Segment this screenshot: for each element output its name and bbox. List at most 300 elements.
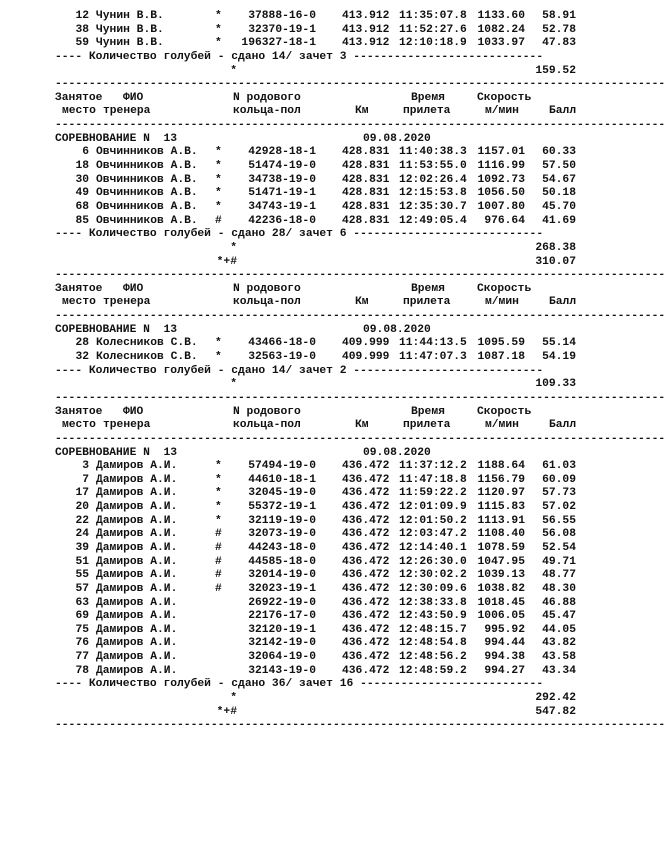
header-ring: N родового bbox=[233, 91, 301, 104]
header-ring: N родового bbox=[233, 282, 301, 295]
total-value: 310.07 bbox=[535, 255, 576, 268]
row-km: 428.831 bbox=[342, 200, 390, 213]
competition-title: СОРЕВНОВАНИЕ N 13 bbox=[55, 446, 178, 459]
row-mark: * bbox=[215, 160, 222, 173]
row-time: 12:48:54.8 bbox=[399, 637, 467, 650]
row-km: 436.472 bbox=[342, 528, 390, 541]
row-name: Дамиров А.И. bbox=[96, 569, 178, 582]
row-speed: 1078.59 bbox=[477, 541, 525, 554]
row-score: 48.30 bbox=[542, 582, 576, 595]
header-ring-2: кольца-пол bbox=[233, 419, 301, 432]
result-row bbox=[55, 37, 585, 51]
row-place: 32 bbox=[75, 351, 89, 364]
header-time: Время bbox=[411, 405, 445, 418]
result-row bbox=[55, 501, 585, 515]
row-score: 56.55 bbox=[542, 514, 576, 527]
header-fio-2: тренера bbox=[103, 296, 151, 309]
row-score: 55.14 bbox=[542, 337, 576, 350]
row-km: 436.472 bbox=[342, 651, 390, 664]
row-place: 49 bbox=[75, 187, 89, 200]
row-mark: * bbox=[215, 473, 222, 486]
row-name: Овчинников А.В. bbox=[96, 173, 198, 186]
row-mark: * bbox=[215, 501, 222, 514]
separator-line bbox=[55, 391, 665, 406]
row-km: 428.831 bbox=[342, 146, 390, 159]
header-ring-2: кольца-пол bbox=[233, 296, 301, 309]
row-mark: * bbox=[215, 351, 222, 364]
row-km: 436.472 bbox=[342, 555, 390, 568]
row-name: Дамиров А.И. bbox=[96, 460, 178, 473]
row-score: 57.02 bbox=[542, 501, 576, 514]
summary-row bbox=[55, 365, 585, 379]
row-km: 409.999 bbox=[342, 337, 390, 350]
row-speed: 1038.82 bbox=[477, 582, 525, 595]
row-km: 436.472 bbox=[342, 623, 390, 636]
row-time: 11:53:55.0 bbox=[399, 160, 467, 173]
column-header-row-1 bbox=[55, 406, 585, 420]
row-name: Дамиров А.И. bbox=[96, 487, 178, 500]
row-name: Дамиров А.И. bbox=[96, 555, 178, 568]
separator-line bbox=[55, 78, 665, 92]
competition-row bbox=[55, 133, 585, 147]
row-time: 11:44:13.5 bbox=[399, 337, 467, 350]
row-name: Дамиров А.И. bbox=[96, 596, 178, 609]
row-km: 413.912 bbox=[342, 10, 390, 22]
total-row bbox=[55, 378, 585, 392]
row-speed: 1056.50 bbox=[477, 187, 525, 200]
row-time: 12:26:30.0 bbox=[399, 555, 467, 568]
row-speed: 994.38 bbox=[484, 651, 525, 664]
row-name: Дамиров А.И. bbox=[96, 541, 178, 554]
row-speed: 1113.91 bbox=[477, 514, 525, 527]
row-place: 3 bbox=[82, 460, 89, 473]
header-ring-2: кольца-пол bbox=[233, 105, 301, 118]
row-speed: 1133.60 bbox=[477, 10, 525, 22]
row-name: Дамиров А.И. bbox=[96, 651, 178, 664]
total-mark: * bbox=[230, 64, 237, 77]
header-speed: Скорость bbox=[477, 405, 532, 418]
header-place-2: место bbox=[62, 105, 96, 118]
total-row bbox=[55, 692, 585, 706]
row-km: 428.831 bbox=[342, 214, 390, 227]
row-speed: 1039.13 bbox=[477, 569, 525, 582]
header-km: Км bbox=[355, 296, 369, 309]
dash-rule: ------------------------------------------------------------------------------------------ bbox=[55, 310, 665, 323]
header-km: Км bbox=[355, 105, 369, 118]
row-time: 12:48:59.2 bbox=[399, 664, 467, 677]
row-name: Овчинников А.В. bbox=[96, 187, 198, 200]
row-score: 52.54 bbox=[542, 541, 576, 554]
row-km: 436.472 bbox=[342, 569, 390, 582]
total-value: 109.33 bbox=[535, 378, 576, 391]
header-time-2: прилета bbox=[403, 105, 451, 118]
row-time: 11:40:38.3 bbox=[399, 146, 467, 159]
result-row bbox=[55, 610, 585, 624]
row-time: 11:47:18.8 bbox=[399, 473, 467, 486]
row-speed: 995.92 bbox=[484, 623, 525, 636]
row-km: 413.912 bbox=[342, 23, 390, 36]
result-row bbox=[55, 569, 585, 583]
row-km: 436.472 bbox=[342, 514, 390, 527]
row-time: 12:49:05.4 bbox=[399, 214, 467, 227]
row-place: 75 bbox=[75, 623, 89, 636]
row-speed: 1092.73 bbox=[477, 173, 525, 186]
header-score: Балл bbox=[549, 105, 577, 118]
row-ring: 43466-18-0 bbox=[248, 337, 316, 350]
row-km: 428.831 bbox=[342, 173, 390, 186]
row-speed: 1033.97 bbox=[477, 37, 525, 50]
row-km: 436.472 bbox=[342, 460, 390, 473]
row-name: Дамиров А.И. bbox=[96, 582, 178, 595]
row-place: 7 bbox=[82, 473, 89, 486]
row-ring: 44585-18-0 bbox=[248, 555, 316, 568]
row-time: 11:59:22.2 bbox=[399, 487, 467, 500]
row-time: 12:35:30.7 bbox=[399, 200, 467, 213]
row-time: 12:48:56.2 bbox=[399, 651, 467, 664]
row-time: 12:38:33.8 bbox=[399, 596, 467, 609]
separator-line bbox=[55, 432, 665, 447]
column-header-row-2 bbox=[55, 419, 585, 433]
total-mark: *+# bbox=[216, 705, 237, 718]
row-score: 46.88 bbox=[542, 596, 576, 609]
total-value: 159.52 bbox=[535, 64, 576, 77]
result-row bbox=[55, 515, 585, 529]
row-mark: * bbox=[215, 337, 222, 350]
row-name: Дамиров А.И. bbox=[96, 473, 178, 486]
row-time: 12:48:15.7 bbox=[399, 623, 467, 636]
row-ring: 32143-19-0 bbox=[248, 664, 316, 677]
header-score: Балл bbox=[549, 419, 577, 432]
result-row bbox=[55, 215, 585, 229]
header-place: Занятое bbox=[55, 91, 103, 104]
row-place: 85 bbox=[75, 214, 89, 227]
dash-rule: ------------------------------------------------------------------------------------------ bbox=[55, 432, 665, 445]
row-mark: # bbox=[215, 541, 222, 554]
row-score: 57.50 bbox=[542, 160, 576, 173]
row-score: 54.19 bbox=[542, 351, 576, 364]
row-km: 409.999 bbox=[342, 351, 390, 364]
row-speed: 1087.18 bbox=[477, 351, 525, 364]
row-ring: 34743-19-1 bbox=[248, 200, 316, 213]
row-name: Дамиров А.И. bbox=[96, 514, 178, 527]
row-place: 6 bbox=[82, 146, 89, 159]
result-row bbox=[55, 187, 585, 201]
total-mark: * bbox=[230, 378, 237, 391]
row-place: 55 bbox=[75, 569, 89, 582]
row-time: 12:14:40.1 bbox=[399, 541, 467, 554]
header-speed: Скорость bbox=[477, 91, 532, 104]
row-score: 57.73 bbox=[542, 487, 576, 500]
row-place: 28 bbox=[75, 337, 89, 350]
row-place: 59 bbox=[75, 37, 89, 50]
row-place: 51 bbox=[75, 555, 89, 568]
total-value: 547.82 bbox=[535, 705, 576, 718]
row-mark: * bbox=[215, 460, 222, 473]
row-speed: 1006.05 bbox=[477, 610, 525, 623]
row-km: 413.912 bbox=[342, 37, 390, 50]
header-speed-2: м/мин bbox=[485, 419, 519, 432]
summary-text: ---- Количество голубей - сдано 28/ зачет 6 ---------------------------- bbox=[55, 228, 544, 241]
separator-line bbox=[55, 310, 665, 324]
row-score: 48.77 bbox=[542, 569, 576, 582]
total-mark: * bbox=[230, 692, 237, 705]
row-speed: 1047.95 bbox=[477, 555, 525, 568]
result-row bbox=[55, 487, 585, 501]
header-time: Время bbox=[411, 282, 445, 295]
row-time: 12:02:26.4 bbox=[399, 173, 467, 186]
column-header-row-1 bbox=[55, 283, 585, 297]
total-mark: * bbox=[230, 241, 237, 254]
row-name: Чунин В.В. bbox=[96, 37, 164, 50]
row-ring: 42236-18-0 bbox=[248, 214, 316, 227]
header-fio-2: тренера bbox=[103, 105, 151, 118]
row-speed: 1095.59 bbox=[477, 337, 525, 350]
row-mark: # bbox=[215, 582, 222, 595]
header-km: Км bbox=[355, 419, 369, 432]
row-speed: 1082.24 bbox=[477, 23, 525, 36]
row-name: Дамиров А.И. bbox=[96, 664, 178, 677]
row-score: 43.58 bbox=[542, 651, 576, 664]
row-mark: * bbox=[215, 37, 222, 50]
row-ring: 37888-16-0 bbox=[248, 10, 316, 22]
header-speed-2: м/мин bbox=[485, 296, 519, 309]
separator-line bbox=[55, 119, 665, 133]
summary-row bbox=[55, 228, 585, 242]
row-ring: 32119-19-0 bbox=[248, 514, 316, 527]
row-speed: 1108.40 bbox=[477, 528, 525, 541]
summary-text: ---- Количество голубей - сдано 14/ зачет 3 ---------------------------- bbox=[55, 50, 544, 63]
row-mark: # bbox=[215, 528, 222, 541]
column-header-row-2 bbox=[55, 105, 585, 119]
row-ring: 51474-19-0 bbox=[248, 160, 316, 173]
row-name: Дамиров А.И. bbox=[96, 623, 178, 636]
header-fio: ФИО bbox=[123, 282, 144, 295]
row-speed: 994.44 bbox=[484, 637, 525, 650]
total-row bbox=[55, 65, 585, 79]
row-score: 60.09 bbox=[542, 473, 576, 486]
row-ring: 32014-19-0 bbox=[248, 569, 316, 582]
competition-date: 09.08.2020 bbox=[363, 446, 431, 459]
row-place: 17 bbox=[75, 487, 89, 500]
header-time-2: прилета bbox=[403, 296, 451, 309]
row-km: 436.472 bbox=[342, 487, 390, 500]
header-place: Занятое bbox=[55, 405, 103, 418]
row-place: 24 bbox=[75, 528, 89, 541]
summary-row bbox=[55, 51, 585, 65]
row-time: 11:47:07.3 bbox=[399, 351, 467, 364]
header-place-2: место bbox=[62, 419, 96, 432]
row-place: 76 bbox=[75, 637, 89, 650]
result-row bbox=[55, 651, 585, 665]
row-ring: 44610-18-1 bbox=[248, 473, 316, 486]
row-ring: 51471-19-1 bbox=[248, 187, 316, 200]
row-time: 12:01:09.9 bbox=[399, 501, 467, 514]
competition-date: 09.08.2020 bbox=[363, 132, 431, 145]
header-speed: Скорость bbox=[477, 282, 532, 295]
row-km: 428.831 bbox=[342, 160, 390, 173]
result-row bbox=[55, 337, 585, 351]
row-score: 43.34 bbox=[542, 664, 576, 677]
result-row bbox=[55, 583, 585, 597]
row-km: 436.472 bbox=[342, 501, 390, 514]
row-score: 61.03 bbox=[542, 460, 576, 473]
result-row bbox=[55, 174, 585, 188]
result-row bbox=[55, 201, 585, 215]
row-name: Овчинников А.В. bbox=[96, 160, 198, 173]
header-time: Время bbox=[411, 91, 445, 104]
row-time: 12:30:09.6 bbox=[399, 582, 467, 595]
row-place: 30 bbox=[75, 173, 89, 186]
column-header-row-2 bbox=[55, 296, 585, 310]
row-time: 12:03:47.2 bbox=[399, 528, 467, 541]
row-time: 12:10:18.9 bbox=[399, 37, 467, 50]
total-value: 292.42 bbox=[535, 692, 576, 705]
row-place: 20 bbox=[75, 501, 89, 514]
row-place: 78 bbox=[75, 664, 89, 677]
header-fio: ФИО bbox=[123, 405, 144, 418]
row-ring: 32142-19-0 bbox=[248, 637, 316, 650]
row-mark: * bbox=[215, 514, 222, 527]
result-row bbox=[55, 474, 585, 488]
header-ring: N родового bbox=[233, 405, 301, 418]
row-mark: * bbox=[215, 146, 222, 159]
row-mark: # bbox=[215, 214, 222, 227]
result-row bbox=[55, 10, 585, 24]
total-row bbox=[55, 242, 585, 256]
row-score: 52.78 bbox=[542, 23, 576, 36]
row-score: 54.67 bbox=[542, 173, 576, 186]
result-row bbox=[55, 528, 585, 542]
row-km: 436.472 bbox=[342, 610, 390, 623]
result-row bbox=[55, 24, 585, 38]
result-row bbox=[55, 556, 585, 570]
row-name: Колесников С.В. bbox=[96, 351, 198, 364]
competition-row bbox=[55, 447, 585, 461]
header-place: Занятое bbox=[55, 282, 103, 295]
row-place: 22 bbox=[75, 514, 89, 527]
competition-title: СОРЕВНОВАНИЕ N 13 bbox=[55, 323, 178, 336]
row-time: 12:30:02.2 bbox=[399, 569, 467, 582]
row-place: 69 bbox=[75, 610, 89, 623]
total-row bbox=[55, 706, 585, 720]
results-document bbox=[55, 10, 665, 733]
header-speed-2: м/мин bbox=[485, 105, 519, 118]
row-ring: 42928-18-1 bbox=[248, 146, 316, 159]
row-ring: 55372-19-1 bbox=[248, 501, 316, 514]
total-row bbox=[55, 256, 585, 270]
dash-rule: ------------------------------------------------------------------------------------------ bbox=[55, 391, 665, 404]
row-ring: 32023-19-1 bbox=[248, 582, 316, 595]
row-score: 56.08 bbox=[542, 528, 576, 541]
separator-line bbox=[55, 269, 665, 283]
row-name: Овчинников А.В. bbox=[96, 200, 198, 213]
row-score: 44.05 bbox=[542, 623, 576, 636]
row-speed: 1018.45 bbox=[477, 596, 525, 609]
row-score: 58.91 bbox=[542, 10, 576, 22]
row-time: 12:43:50.9 bbox=[399, 610, 467, 623]
row-name: Чунин В.В. bbox=[96, 10, 164, 22]
header-place-2: место bbox=[62, 296, 96, 309]
row-name: Дамиров А.И. bbox=[96, 501, 178, 514]
summary-row bbox=[55, 678, 585, 692]
row-score: 45.47 bbox=[542, 610, 576, 623]
row-speed: 994.27 bbox=[484, 664, 525, 677]
dash-rule: ------------------------------------------------------------------------------------------ bbox=[55, 78, 665, 91]
row-time: 12:15:53.8 bbox=[399, 187, 467, 200]
row-name: Дамиров А.И. bbox=[96, 610, 178, 623]
row-ring: 44243-18-0 bbox=[248, 541, 316, 554]
row-place: 39 bbox=[75, 541, 89, 554]
header-time-2: прилета bbox=[403, 419, 451, 432]
row-place: 38 bbox=[75, 23, 89, 36]
result-row bbox=[55, 460, 585, 474]
row-place: 12 bbox=[75, 10, 89, 22]
row-name: Дамиров А.И. bbox=[96, 528, 178, 541]
row-name: Чунин В.В. bbox=[96, 23, 164, 36]
result-row bbox=[55, 665, 585, 679]
row-score: 60.33 bbox=[542, 146, 576, 159]
row-score: 43.82 bbox=[542, 637, 576, 650]
result-row bbox=[55, 597, 585, 611]
row-ring: 196327-18-1 bbox=[241, 37, 316, 50]
row-speed: 976.64 bbox=[484, 214, 525, 227]
row-km: 436.472 bbox=[342, 541, 390, 554]
row-ring: 26922-19-0 bbox=[248, 596, 316, 609]
row-mark: * bbox=[215, 200, 222, 213]
row-ring: 32563-19-0 bbox=[248, 351, 316, 364]
row-place: 57 bbox=[75, 582, 89, 595]
row-ring: 32370-19-1 bbox=[248, 23, 316, 36]
result-row bbox=[55, 146, 585, 160]
row-mark: * bbox=[215, 23, 222, 36]
row-speed: 1188.64 bbox=[477, 460, 525, 473]
row-name: Колесников С.В. bbox=[96, 337, 198, 350]
row-speed: 1115.83 bbox=[477, 501, 525, 514]
row-speed: 1120.97 bbox=[477, 487, 525, 500]
row-speed: 1007.80 bbox=[477, 200, 525, 213]
row-speed: 1156.79 bbox=[477, 473, 525, 486]
result-row bbox=[55, 542, 585, 556]
row-time: 11:37:12.2 bbox=[399, 460, 467, 473]
row-km: 436.472 bbox=[342, 664, 390, 677]
row-score: 45.70 bbox=[542, 200, 576, 213]
row-mark: # bbox=[215, 555, 222, 568]
row-place: 18 bbox=[75, 160, 89, 173]
result-row bbox=[55, 160, 585, 174]
dash-rule: ------------------------------------------------------------------------------------------ bbox=[55, 119, 665, 132]
row-ring: 32073-19-0 bbox=[248, 528, 316, 541]
total-value: 268.38 bbox=[535, 241, 576, 254]
row-mark: # bbox=[215, 569, 222, 582]
row-km: 436.472 bbox=[342, 596, 390, 609]
row-time: 11:52:27.6 bbox=[399, 23, 467, 36]
row-place: 77 bbox=[75, 651, 89, 664]
result-row bbox=[55, 351, 585, 365]
row-mark: * bbox=[215, 173, 222, 186]
row-ring: 32064-19-0 bbox=[248, 651, 316, 664]
result-row bbox=[55, 637, 585, 651]
row-speed: 1157.01 bbox=[477, 146, 525, 159]
header-score: Балл bbox=[549, 296, 577, 309]
competition-row bbox=[55, 324, 585, 338]
row-score: 47.83 bbox=[542, 37, 576, 50]
row-ring: 32045-19-0 bbox=[248, 487, 316, 500]
row-name: Дамиров А.И. bbox=[96, 637, 178, 650]
row-ring: 34738-19-0 bbox=[248, 173, 316, 186]
header-fio-2: тренера bbox=[103, 419, 151, 432]
summary-text: ---- Количество голубей - сдано 14/ зачет 2 ---------------------------- bbox=[55, 364, 544, 377]
row-score: 50.18 bbox=[542, 187, 576, 200]
